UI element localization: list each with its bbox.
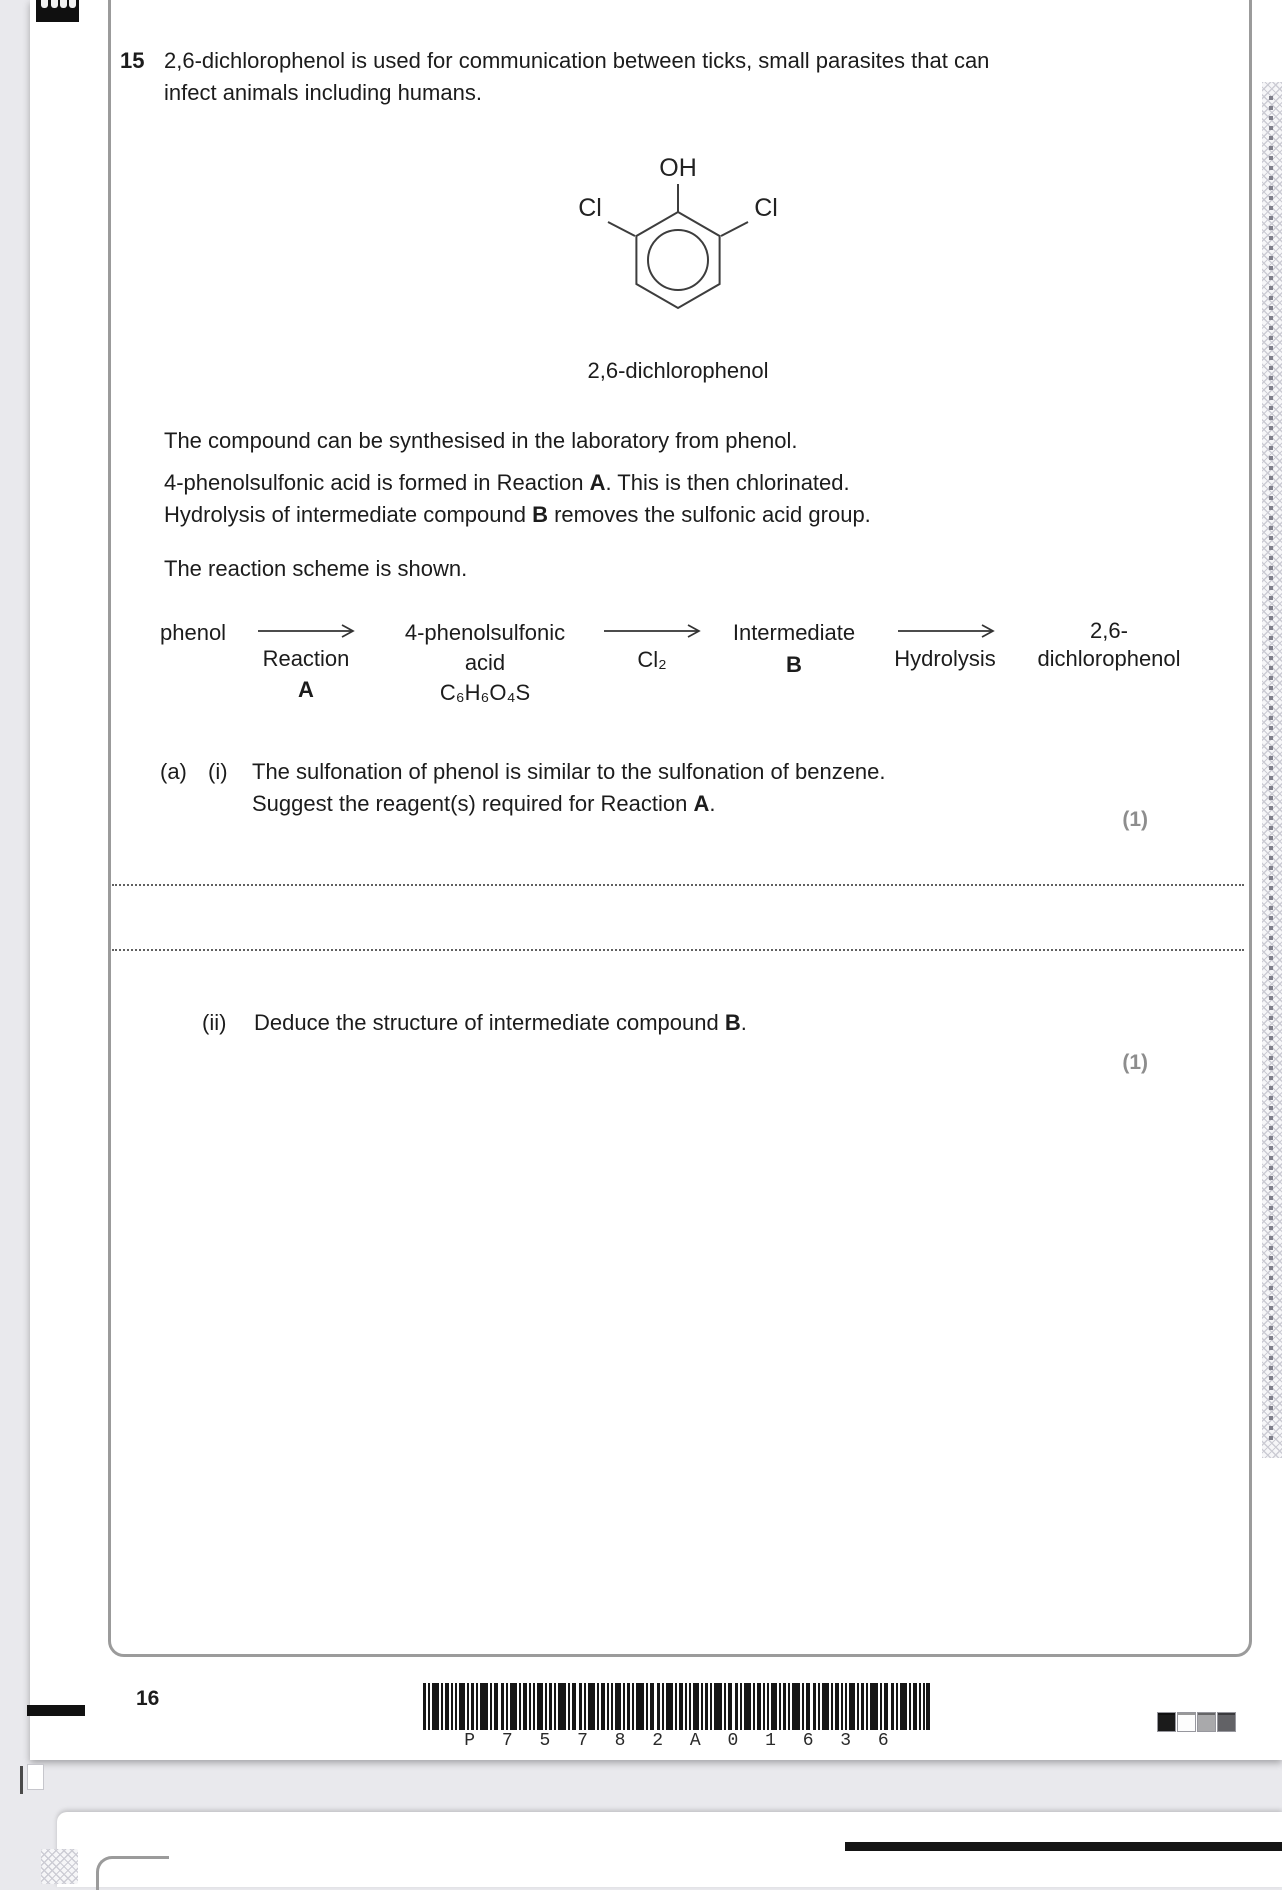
scheme-intermediate2-line2: B bbox=[786, 652, 802, 677]
scheme-arrow2-label: Cl₂ bbox=[637, 647, 667, 672]
scheme-intermediate1-formula: C₆H₆O₄S bbox=[439, 680, 531, 705]
scheme-intermediate1-line1: 4-phenolsulfonic bbox=[404, 620, 566, 645]
part-a-ii-text-post: . bbox=[740, 1010, 747, 1035]
part-a-ii-text-pre: Deduce the structure of intermediate compound bbox=[254, 1010, 725, 1035]
page-number: 16 bbox=[136, 1687, 160, 1710]
part-a-i-line2-bold: A bbox=[693, 791, 710, 816]
paragraph-hydrolysis-pre: Hydrolysis of intermediate compound bbox=[164, 502, 533, 527]
part-a-label: (a) bbox=[160, 759, 187, 784]
cl-right-bond bbox=[721, 222, 748, 236]
chloro-right-label: Cl bbox=[754, 194, 778, 222]
molecule-diagram bbox=[558, 134, 798, 334]
barcode bbox=[423, 1683, 930, 1730]
reaction-arrow-2-icon bbox=[602, 622, 702, 640]
next-page-box-corner bbox=[96, 1856, 169, 1890]
structure-caption: 2,6-dichlorophenol bbox=[587, 358, 769, 383]
intro-line-2: infect animals including humans. bbox=[164, 80, 482, 105]
hydroxyl-label: OH bbox=[659, 154, 697, 182]
intro-line-1: 2,6-dichlorophenol is used for communication between ticks, small parasites that can bbox=[164, 48, 990, 73]
next-page-hatch-fragment bbox=[41, 1849, 78, 1884]
aromatic-circle bbox=[648, 230, 708, 290]
part-a-i-line2 bbox=[252, 789, 716, 819]
question-number: 15 bbox=[120, 48, 145, 73]
print-calibration-squares bbox=[1157, 1712, 1259, 1732]
marks-badge-a-i: (1) bbox=[1122, 808, 1148, 831]
scheme-product-line2: dichlorophenol bbox=[1037, 646, 1181, 671]
paragraph-reaction bbox=[164, 468, 850, 498]
scheme-reactant: phenol bbox=[160, 620, 227, 645]
chloro-left-label: Cl bbox=[578, 194, 602, 222]
cropped-previous-element bbox=[36, 0, 79, 22]
next-page-fold-bar bbox=[845, 1842, 1282, 1851]
paragraph-hydrolysis-post: removes the sulfonic acid group. bbox=[547, 502, 871, 527]
paragraph-hydrolysis bbox=[164, 500, 871, 530]
paragraph-reaction-bold: A bbox=[589, 470, 606, 495]
reaction-arrow-1-icon bbox=[256, 622, 356, 640]
part-a-i-line2-pre: Suggest the reagent(s) required for Reaction bbox=[252, 791, 694, 816]
reaction-arrow-3-icon bbox=[896, 622, 996, 640]
part-a-ii-text bbox=[254, 1008, 747, 1038]
fold-marker-bar bbox=[27, 1705, 85, 1716]
answer-line-1 bbox=[112, 884, 1244, 886]
calibration-square-black bbox=[1157, 1712, 1176, 1732]
scheme-product-line1: 2,6- bbox=[1090, 618, 1128, 643]
exam-page bbox=[30, 0, 1282, 1760]
paragraph-reaction-post: . This is then chlorinated. bbox=[605, 470, 850, 495]
calibration-square-gray bbox=[1217, 1712, 1236, 1732]
scheme-arrow1-label-bold: A bbox=[298, 677, 314, 702]
calibration-square-white bbox=[1177, 1712, 1196, 1732]
part-a-i-line1: The sulfonation of phenol is similar to the sulfonation of benzene. bbox=[252, 759, 886, 784]
scheme-arrow1-label: Reaction bbox=[262, 646, 350, 671]
part-a-i-line2-post: . bbox=[709, 791, 716, 816]
scheme-arrow3-label: Hydrolysis bbox=[894, 646, 996, 671]
barcode-text: P 7 5 7 8 2 A 0 1 6 3 6 bbox=[464, 1731, 889, 1751]
paragraph-hydrolysis-bold: B bbox=[532, 502, 548, 527]
marks-badge-a-ii: (1) bbox=[1122, 1051, 1148, 1074]
cl-left-bond bbox=[608, 222, 635, 236]
paragraph-scheme-intro: The reaction scheme is shown. bbox=[164, 556, 468, 581]
part-a-ii-text-bold: B bbox=[724, 1010, 741, 1035]
part-a-i-label: (i) bbox=[208, 759, 228, 784]
paragraph-reaction-pre: 4-phenolsulfonic acid is formed in Reaction bbox=[164, 470, 590, 495]
page-gap-tick bbox=[20, 1766, 23, 1794]
answer-line-2 bbox=[112, 949, 1244, 951]
do-not-write-margin-text-fragments bbox=[1269, 96, 1273, 1444]
paragraph-synthesis: The compound can be synthesised in the laboratory from phenol. bbox=[164, 428, 798, 453]
calibration-square-silver bbox=[1197, 1712, 1216, 1732]
scheme-intermediate2-line1: Intermediate bbox=[732, 620, 856, 645]
page-gap-notch bbox=[27, 1764, 44, 1790]
scheme-intermediate1-line2: acid bbox=[464, 650, 506, 675]
part-a-ii-label: (ii) bbox=[202, 1010, 227, 1035]
